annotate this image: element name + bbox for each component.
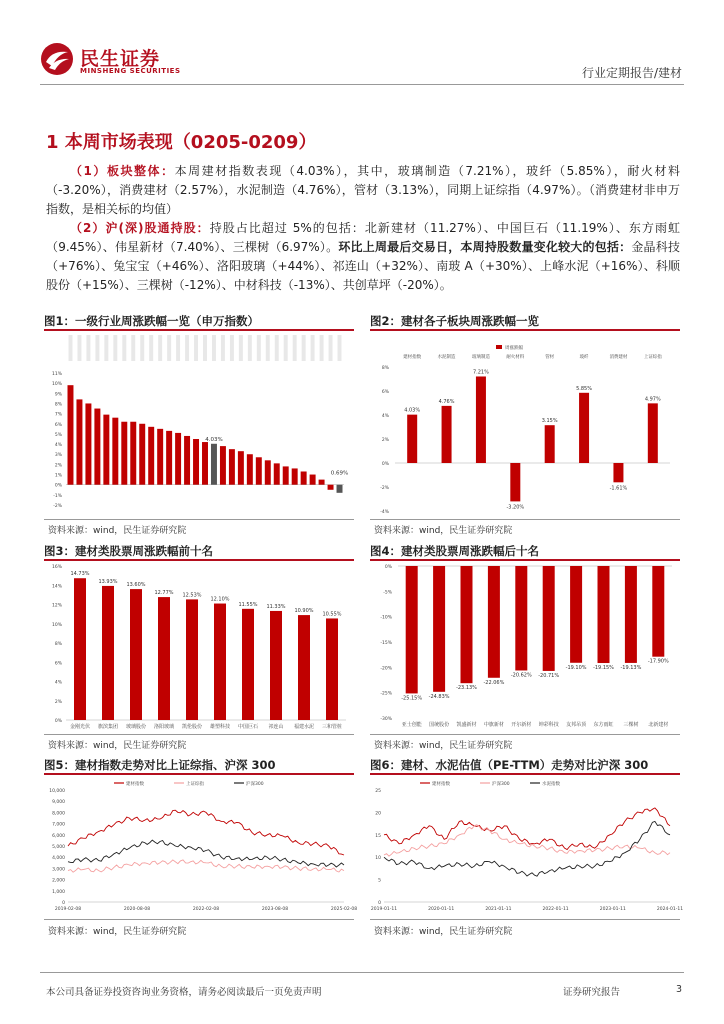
fig1-bar: [103, 415, 109, 485]
fig1-bar: [256, 457, 262, 484]
fig1-rule: [44, 329, 354, 331]
fig3-data-label: 13.93%: [98, 578, 118, 585]
fig3-bar: [130, 589, 142, 720]
fig2-data-label: -3.20%: [506, 504, 525, 511]
fig3-ytick: 0%: [54, 719, 62, 724]
fig4-rule: [370, 559, 680, 561]
fig4-bar: [433, 566, 445, 692]
fig4-data-label: -22.06%: [483, 679, 505, 686]
fig3-source: 资料来源：wind，民生证券研究院: [48, 741, 187, 751]
fig5-title: 图5：建材指数走势对比上证综指、沪深 300: [44, 758, 276, 772]
page-number: 3: [675, 984, 682, 995]
fig2-bar: [579, 393, 589, 463]
fig4-ytick: -30%: [380, 717, 392, 722]
fig2-ytick: 8%: [381, 366, 389, 371]
fig1-ytick: -1%: [53, 493, 62, 499]
fig4-category-label: 国统股份: [429, 722, 450, 728]
fig6-ytick: 20: [375, 811, 381, 817]
fig1-bar: [130, 422, 136, 485]
fig4-bar: [515, 566, 527, 670]
fig2-category-label: 管材: [545, 355, 555, 360]
fig1-industry-label: [69, 335, 73, 361]
fig5-ytick: 7,000: [52, 822, 65, 828]
fig1-industry-label: [176, 335, 180, 361]
fig1-ytick: 2%: [54, 463, 62, 469]
fig4-bar: [488, 566, 500, 678]
fig4-source: 资料来源：wind，民生证券研究院: [374, 741, 513, 751]
fig3-ytick: 12%: [51, 603, 62, 609]
fig3-category-label: 雄塑科技: [209, 724, 231, 730]
fig1-bar: [301, 471, 307, 484]
fig1-title: 图1：一级行业周涨跌幅一览（申万指数）: [44, 314, 259, 328]
fig6-legend-label: 沪深300: [492, 782, 510, 787]
fig1-bar: [76, 399, 82, 484]
fig4-bottom-rule: [370, 734, 680, 735]
fig1-industry-label: [320, 335, 324, 361]
fig2-bar: [648, 403, 658, 463]
footer-divider: [40, 972, 684, 973]
fig6-xtick: 2022-01-11: [542, 907, 569, 912]
fig6-bottom-rule: [370, 919, 680, 920]
fig3-data-label: 12.53%: [182, 592, 202, 599]
fig6-xtick: 2023-01-11: [599, 907, 626, 912]
fig6-ytick: 0: [378, 901, 381, 906]
report-type: 行业定期报告/建材: [581, 66, 682, 80]
fig2-chart: [370, 333, 680, 518]
fig1-industry-label: [167, 335, 171, 361]
fig2-ytick: -4%: [380, 510, 389, 515]
fig1-ytick: 4%: [54, 443, 62, 449]
fig2-category-label: 玻纤: [579, 355, 589, 360]
fig2-bar: [510, 463, 520, 501]
fig5-ytick: 10,000: [49, 789, 65, 794]
fig2-legend-swatch: [496, 345, 502, 349]
fig2-data-label: 7.21%: [472, 369, 489, 376]
fig1-industry-label: [266, 335, 270, 361]
fig3-ytick: 4%: [54, 680, 62, 686]
footer-label: 证券研究报告: [563, 987, 621, 998]
minsheng-logo-icon: [40, 42, 74, 76]
fig4-ytick: -10%: [380, 615, 392, 621]
section-title: 1 本周市场表现（0205-0209）: [46, 132, 317, 153]
fig1-ytick: 9%: [54, 392, 62, 398]
fig1-industry-label: [104, 335, 108, 361]
fig2-ytick: 2%: [381, 438, 389, 443]
fig1-ytick: 10%: [51, 382, 62, 388]
fig5-ytick: 1,000: [52, 889, 65, 895]
fig1-bar: [184, 436, 190, 485]
fig3-bar: [214, 604, 226, 720]
fig1-chart: [44, 333, 354, 518]
fig1-bar: [292, 468, 298, 484]
fig3-ytick: 10%: [51, 622, 62, 628]
fig1-industry-label: [113, 335, 117, 361]
fig3-data-label: 14.73%: [70, 571, 90, 578]
fig2-title: 图2：建材各子板块周涨跌幅一览: [370, 314, 539, 328]
fig5-ytick: 0: [62, 901, 65, 906]
fig1-industry-label: [257, 335, 261, 361]
fig4-data-label: -19.15%: [593, 665, 614, 672]
fig1-bar: [238, 451, 244, 485]
fig3-data-label: 12.77%: [154, 590, 174, 597]
fig2-data-label: 4.97%: [644, 396, 661, 403]
fig6-xtick: 2024-01-11: [656, 907, 684, 912]
fig1-industry-label: [158, 335, 162, 361]
fig2-ytick: 4%: [381, 414, 389, 419]
fig3-bar: [326, 618, 338, 720]
fig4-title: 图4：建材类股票周涨跌幅后十名: [370, 544, 539, 558]
fig1-industry-label: [293, 335, 297, 361]
fig6-xtick: 2020-01-11: [428, 907, 455, 912]
fig1-industry-label: [212, 335, 216, 361]
fig3-category-label: 凯伦股份: [181, 724, 203, 730]
fig1-ytick: 1%: [54, 473, 62, 479]
fig6-source: 资料来源：wind，民生证券研究院: [374, 927, 513, 937]
fig1-bar: [166, 431, 172, 485]
fig1-industry-label: [302, 335, 306, 361]
header-divider: [40, 84, 684, 85]
fig2-data-label: 4.76%: [438, 398, 455, 405]
fig4-data-label: -24.83%: [428, 693, 450, 700]
fig5-rule: [44, 773, 354, 775]
fig1-source: 资料来源：wind，民生证券研究院: [48, 526, 187, 536]
fig5-xtick: 2022-02-08: [192, 907, 220, 912]
fig2-category-label: 消费建材: [609, 355, 628, 360]
fig1-industry-label: [86, 335, 90, 361]
fig2-bottom-rule: [370, 519, 680, 520]
fig3-ytick: 14%: [51, 584, 62, 590]
fig1-industry-label: [194, 335, 198, 361]
fig5-xtick: 2019-02-08: [54, 907, 82, 912]
fig2-data-label: 3.15%: [541, 418, 558, 425]
fig1-industry-label: [149, 335, 153, 361]
fig4-data-label: -23.13%: [456, 685, 477, 692]
fig1-industry-label: [338, 335, 342, 361]
fig2-data-label: -1.61%: [609, 485, 628, 492]
fig1-ytick: 6%: [54, 422, 62, 428]
fig4-category-label: 友邦吊顶: [566, 722, 587, 728]
fig4-category-label: 中旗新材: [483, 722, 504, 728]
fig1-industry-label: [122, 335, 126, 361]
fig3-data-label: 10.55%: [322, 611, 342, 618]
fig3-title: 图3：建材类股票周涨跌幅前十名: [44, 544, 213, 558]
fig5-chart: [44, 776, 358, 916]
fig3-data-label: 10.90%: [294, 608, 314, 615]
fig1-industry-label: [230, 335, 234, 361]
fig2-category-label: 玻璃制造: [471, 355, 490, 360]
fig5-legend-label: 上证综指: [186, 782, 204, 787]
fig5-bottom-rule: [44, 919, 354, 920]
fig1-ytick: 11%: [51, 372, 62, 377]
fig4-ytick: -20%: [380, 666, 392, 672]
fig1-ytick: 5%: [54, 432, 62, 438]
fig1-industry-label: [311, 335, 315, 361]
fig1-bar: [139, 424, 145, 485]
fig1-industry-label: [221, 335, 225, 361]
paragraph-label: （1）板块整体：: [70, 164, 175, 178]
fig1-bar: [283, 466, 289, 484]
fig6-xtick: 2019-01-11: [370, 907, 398, 912]
fig3-rule: [44, 559, 354, 561]
fig2-data-label: 4.03%: [404, 407, 421, 414]
fig1-bar: [211, 444, 217, 485]
fig4-bar: [598, 566, 610, 663]
fig3-category-label: 玻璃股份: [125, 724, 147, 730]
fig4-bar: [652, 566, 664, 657]
fig1-industry-label: [131, 335, 135, 361]
fig2-category-label: 耐火材料: [506, 355, 525, 360]
fig2-bar: [407, 415, 417, 463]
fig1-bar: [310, 475, 316, 485]
fig2-data-label: 5.85%: [576, 385, 593, 392]
fig3-data-label: 12.10%: [210, 596, 230, 603]
fig3-ytick: 8%: [54, 642, 62, 647]
fig1-bar: [175, 433, 181, 485]
fig4-category-label: 凯盛新材: [456, 722, 477, 728]
fig4-data-label: -20.62%: [510, 672, 532, 679]
fig2-ytick: 0%: [381, 462, 389, 467]
fig5-legend-label: 沪深300: [246, 782, 264, 787]
fig6-ytick: 10: [375, 856, 381, 862]
fig3-category-label: 洛阳玻璃: [153, 724, 175, 730]
fig2-ytick: 6%: [381, 390, 389, 395]
fig3-bar: [298, 615, 310, 720]
fig4-bar: [570, 566, 582, 663]
fig4-category-label: 三棵树: [623, 722, 639, 728]
paragraph-label: （2）沪(深)股通持股：: [70, 221, 210, 235]
fig4-data-label: -17.90%: [647, 658, 669, 665]
fig5-ytick: 6,000: [52, 833, 65, 839]
fig1-bar: [328, 485, 334, 490]
paragraph-text: 本周建材指数表现（4.03%），其中，玻璃制造（7.21%），玻纤（5.85%），耐火材料（-3.20%），消费建材（2.57%），水泥制造（4.76%），管材（3.13%），同期上证综指（4.97%）。（消费建材非申万指数，是相关标的均值）: [46, 164, 680, 216]
fig4-bar: [625, 566, 637, 663]
fig2-category-label: 水泥制造: [437, 355, 456, 360]
fig1-ytick: 7%: [54, 412, 62, 418]
fig4-bar: [406, 566, 418, 693]
fig3-category-label: 福建水泥: [293, 724, 315, 730]
fig1-bar: [157, 429, 163, 485]
fig1-industry-label: [329, 335, 333, 361]
fig5-source: 资料来源：wind，民生证券研究院: [48, 927, 187, 937]
fig4-ytick: 0%: [384, 565, 392, 570]
fig6-rule: [370, 773, 680, 775]
fig2-bar: [442, 406, 452, 463]
fig6-ytick: 15: [375, 833, 381, 839]
fig2-ytick: -2%: [380, 486, 389, 491]
fig1-industry-label: [203, 335, 207, 361]
fig5-xtick: 2023-08-08: [261, 907, 289, 912]
brand-name-en: MINSHENG SECURITIES: [80, 67, 181, 75]
paragraph-sector-overview: [46, 162, 680, 219]
fig3-bottom-rule: [44, 734, 354, 735]
fig1-bar: [220, 446, 226, 485]
fig2-bar: [476, 376, 486, 463]
fig3-bar: [242, 609, 254, 720]
fig4-data-label: -25.15%: [401, 695, 423, 702]
fig6-xtick: 2021-01-11: [485, 907, 512, 912]
fig4-ytick: -5%: [383, 590, 392, 596]
fig1-ytick: 3%: [54, 453, 62, 459]
fig4-data-label: -20.71%: [538, 672, 560, 679]
fig1-industry-label: [239, 335, 243, 361]
fig4-data-label: -19.10%: [565, 664, 587, 671]
fig3-category-label: 中国巨石: [237, 724, 259, 730]
fig5-ytick: 5,000: [52, 845, 65, 850]
fig6-series-line: [384, 808, 670, 850]
paragraph-stock-connect: [46, 219, 680, 295]
fig1-bar: [85, 403, 91, 484]
fig1-bar: [274, 463, 280, 484]
fig1-bar: [265, 460, 271, 484]
fig4-ytick: -15%: [380, 641, 392, 646]
fig4-category-label: 东方雨虹: [593, 722, 614, 728]
fig1-end-label: 0.69%: [330, 470, 349, 477]
fig3-category-label: 金刚光伏: [69, 724, 91, 730]
fig1-bar: [229, 449, 235, 485]
fig3-data-label: 11.55%: [238, 601, 258, 608]
fig1-bottom-rule: [44, 519, 354, 520]
fig3-ytick: 6%: [54, 661, 62, 667]
fig1-industry-label: [275, 335, 279, 361]
fig1-bar: [337, 485, 343, 493]
fig6-legend-label: 建材指数: [432, 782, 450, 787]
fig3-data-label: 13.60%: [126, 582, 146, 589]
fig3-ytick: 16%: [51, 565, 62, 570]
fig5-ytick: 4,000: [52, 856, 65, 862]
paragraph-text: 金晶科技（+76%）、兔宝宝（+46%）、洛阳玻璃（+44%）、祁连山（+32%）、南玻 A（+30%）、上峰水泥（+16%）、科顺股份（+15%）、三棵树（-12%）、中材科技（-13%）、共创草坪（-20%）。: [46, 240, 680, 292]
paragraph-bold: 环比上周最后交易日，本周持股数量变化较大的包括：: [338, 240, 632, 254]
fig5-legend-label: 建材指数: [126, 782, 144, 787]
fig1-ytick: 8%: [54, 402, 62, 408]
fig1-bar: [193, 439, 199, 485]
paragraph-text: 持股占比超过 5%的包括：北新建材（11.27%）、中国巨石（11.19%）、东方雨虹（9.45%）、伟星新材（7.40%）、三棵树（6.97%）。: [46, 221, 680, 254]
fig6-series-line: [384, 821, 670, 876]
fig3-bar: [270, 611, 282, 720]
fig4-chart: [370, 562, 680, 732]
fig1-ytick: 0%: [54, 483, 62, 489]
fig1-bar: [148, 427, 154, 485]
fig1-industry-label: [95, 335, 99, 361]
fig1-bar: [202, 442, 208, 485]
fig3-chart: [44, 562, 354, 732]
fig1-industry-label: [248, 335, 252, 361]
footer-disclaimer: 本公司具备证券投资咨询业务资格，请务必阅读最后一页免责声明: [46, 987, 322, 998]
fig5-series-line: [68, 810, 344, 855]
fig3-category-label: 祁连山: [268, 724, 284, 730]
fig1-bar: [112, 418, 118, 485]
fig6-title: 图6：建材、水泥估值（PE-TTM）走势对比沪深 300: [370, 758, 649, 772]
fig5-ytick: 3,000: [52, 867, 65, 873]
fig1-ytick: -2%: [53, 504, 62, 509]
fig1-bar: [68, 385, 74, 485]
fig1-industry-label: [140, 335, 144, 361]
fig3-bar: [158, 597, 170, 720]
fig3-category-label: 旗滨集团: [97, 724, 119, 730]
fig6-ytick: 5: [378, 878, 381, 884]
fig4-data-label: -19.13%: [620, 664, 642, 671]
fig5-xtick: 2020-08-08: [123, 907, 151, 912]
fig2-bar: [545, 425, 555, 463]
fig3-ytick: 2%: [54, 699, 62, 705]
fig4-ytick: -25%: [380, 691, 392, 697]
fig2-source: 资料来源：wind，民生证券研究院: [374, 526, 513, 536]
fig2-category-label: 建材指数: [403, 355, 422, 360]
fig1-industry-label: [284, 335, 288, 361]
fig6-legend-label: 水泥指数: [542, 782, 560, 787]
fig6-chart: [370, 776, 684, 916]
fig1-bar: [121, 422, 127, 485]
brand-name-cn: 民生证券: [80, 48, 161, 70]
fig3-bar: [74, 578, 86, 720]
fig2-legend-label: 周涨跌幅: [505, 346, 523, 351]
fig3-bar: [102, 586, 114, 720]
fig5-ytick: 2,000: [52, 878, 65, 884]
fig1-industry-label: [185, 335, 189, 361]
fig1-highlight-label: 4.03%: [205, 436, 223, 443]
fig3-category-label: 三和管桩: [321, 724, 343, 730]
fig5-xtick: 2025-02-08: [330, 907, 358, 912]
fig3-bar: [186, 599, 198, 720]
fig4-category-label: 亚士创能: [401, 722, 422, 728]
fig1-industry-label: [77, 335, 81, 361]
fig4-category-label: 开尔新材: [511, 722, 532, 728]
fig4-bar: [543, 566, 555, 671]
fig4-bar: [461, 566, 473, 683]
fig5-ytick: 8,000: [52, 811, 65, 817]
fig2-bar: [613, 463, 623, 482]
fig2-category-label: 上证综指: [643, 355, 662, 360]
fig1-bar: [319, 480, 325, 485]
fig6-ytick: 25: [375, 789, 381, 794]
fig3-data-label: 11.33%: [266, 603, 286, 610]
fig2-rule: [370, 329, 680, 331]
fig5-ytick: 9,000: [52, 800, 65, 806]
fig4-category-label: 坤彩科技: [538, 722, 559, 728]
fig1-bar: [94, 409, 100, 485]
fig4-category-label: 北新建材: [648, 722, 669, 728]
fig1-bar: [247, 454, 253, 484]
